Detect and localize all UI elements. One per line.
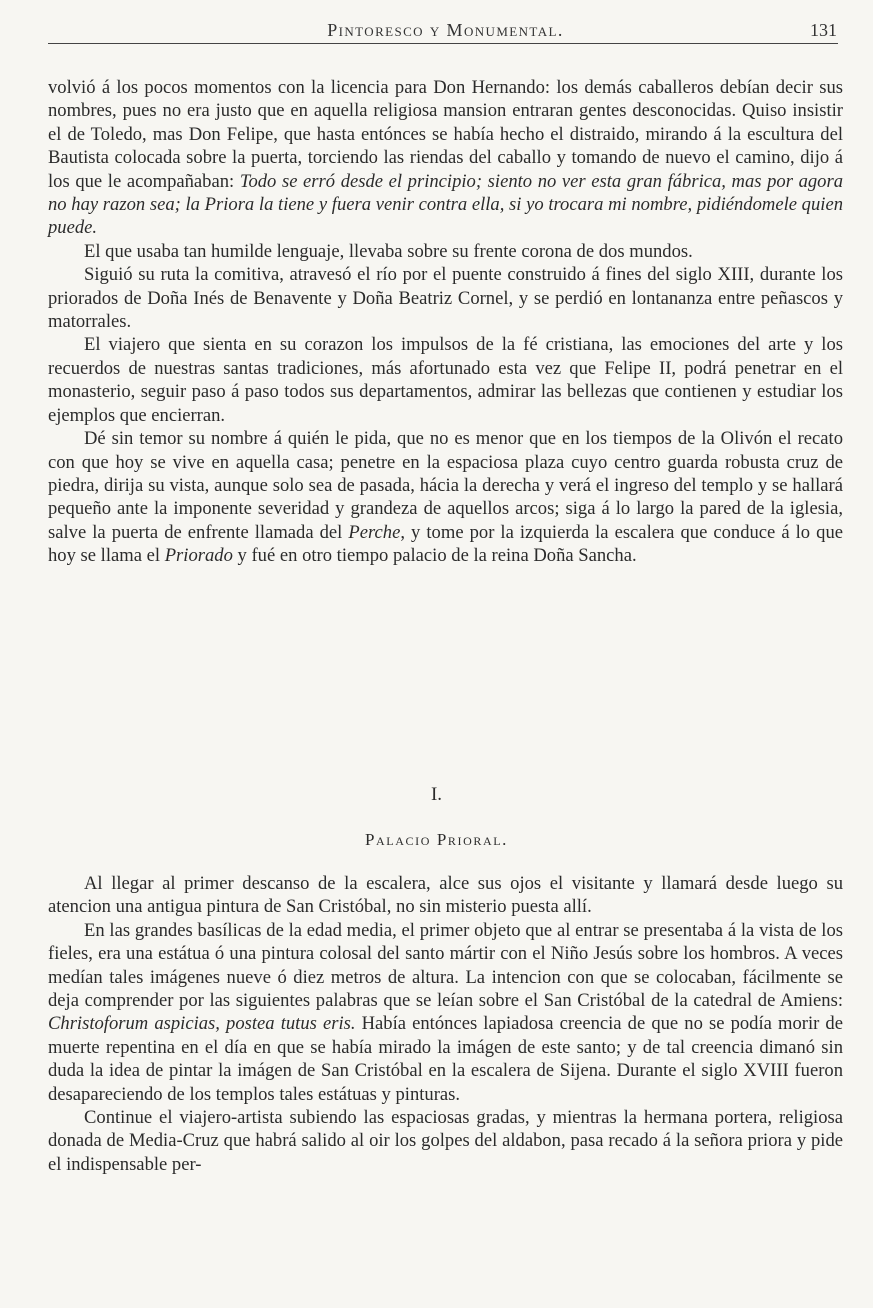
header-rule: [48, 43, 838, 44]
paragraph-1: [48, 76, 843, 240]
latin-quote: Christoforum aspicias, postea tutus eris.: [48, 1013, 356, 1035]
paragraph-text: y fué en otro tiempo palacio de la reina Doña Sancha.: [232, 545, 637, 567]
paragraph-text: Había entónces lapiadosa creencia de que no se podía morir de muerte repentina en el día en que se había mirado la imágen de este santo; y de tal creencia dimanó sin duda la idea de pintar la imágen de San Cristóbal en la escalera de Sijena. Durante el siglo XVIII fueron desapareciendo de los templos tales estátuas y pinturas.: [48, 1013, 843, 1105]
paragraph-7: [48, 919, 843, 1106]
paragraph-text: En las grandes basílicas de la edad media, el primer objeto que al entrar se presentaba á la vista de los fieles, era una estátua ó una pintura colosal del santo mártir con el Niño Jesús sobre los hombros. A veces medían tales imágenes nueve ó diez metros de altura. La intencion con que se colocaban, fácilmente se deja comprender por las siguientes palabras que se leían sobre el San Cristóbal de la catedral de Amiens:: [48, 919, 843, 1012]
paragraph-8: Continue el viajero-artista subiendo las espaciosas gradas, y mientras la hermana portera, religiosa donada de Media-Cruz que habrá salido al oir los golpes del aldabon, pasa recado á la señora priora y pide el indispensable per-: [48, 1107, 843, 1175]
running-title: Pintoresco y Monumental.: [327, 20, 564, 40]
page-header: [48, 14, 843, 44]
page-number: 131: [810, 20, 837, 40]
paragraph-5: [48, 427, 843, 567]
italic-term: Priorado: [164, 545, 233, 567]
paragraph-text: , y tome por la izquierda la escalera que conduce á lo que hoy se llama el: [48, 521, 843, 567]
section-title: Palacio Prioral.: [364, 830, 508, 849]
paragraph-6: Al llegar al primer descanso de la escalera, alce sus ojos el visitante y llamará desde luego su atencion una antigua pintura de San Cristóbal, no sin misterio puesta allí.: [48, 873, 843, 918]
paragraph-2: El que usaba tan humilde lenguaje, llevaba sobre su frente corona de dos mundos.: [84, 240, 693, 262]
paragraph-text: Dé sin temor su nombre á quién le pida, que no es menor que en los tiempos de la Olivón el recato con que hoy se vive en aquella casa; penetre en la espaciosa plaza cuyo centro guarda robusta cruz de piedra, dirija su vista, aunque solo sea de pasada, hácia la derecha y verá el ingreso del templo y se hallará pequeño ante la imponente severidad y grandeza de aquellos arcos; siga á lo largo la pared de la iglesia, salve la puerta de enfrente llamada del: [48, 428, 843, 543]
paragraph-4: El viajero que sienta en su corazon los impulsos de la fé cristiana, las emociones del arte y los recuerdos de nuestras santas tradiciones, más afortunado esta vez que Felipe II, podrá penetrar en el monasterio, seguir paso á paso todos sus departamentos, admirar las bellezas que contienen y estudiar los ejemplos que encierran.: [48, 334, 843, 426]
section-text: [48, 872, 843, 1176]
section-number: I.: [430, 784, 443, 805]
paragraph-3: Siguió su ruta la comitiva, atravesó el río por el puente construido á fines del siglo XIII, durante los prioradοs de Doña Inés de Benavente y Doña Beatriz Cornel, y se perdió en lontananza entre peñascos y matorrales.: [48, 264, 843, 333]
quote-italic: Todo se erró desde el principio; siento no ver esta gran fábrica, mas por agora no hay razon sea; la Priora la tiene y fuera venir contra ella, si yo trocara mi nombre, pidiéndomele quien puede.: [48, 170, 843, 239]
paragraph-text: volvió á los pocos momentos con la licencia para Don Hernando: los demás caballeros debían decir sus nombres, pues no era justo que en aquella religiosa mansion entraran gentes desconocidas. Quiso insistir el de Toledo, mas Don Felipe, que hasta entónces se había hecho el distraido, mirando á la escultura del Bautista colocada sobre la puerta, torciendo las riendas del caballo y tomando de nuevo el camino, dijo á los que le acompañaban:: [48, 77, 843, 192]
main-text: [48, 76, 843, 568]
italic-term: Perche: [348, 521, 401, 543]
